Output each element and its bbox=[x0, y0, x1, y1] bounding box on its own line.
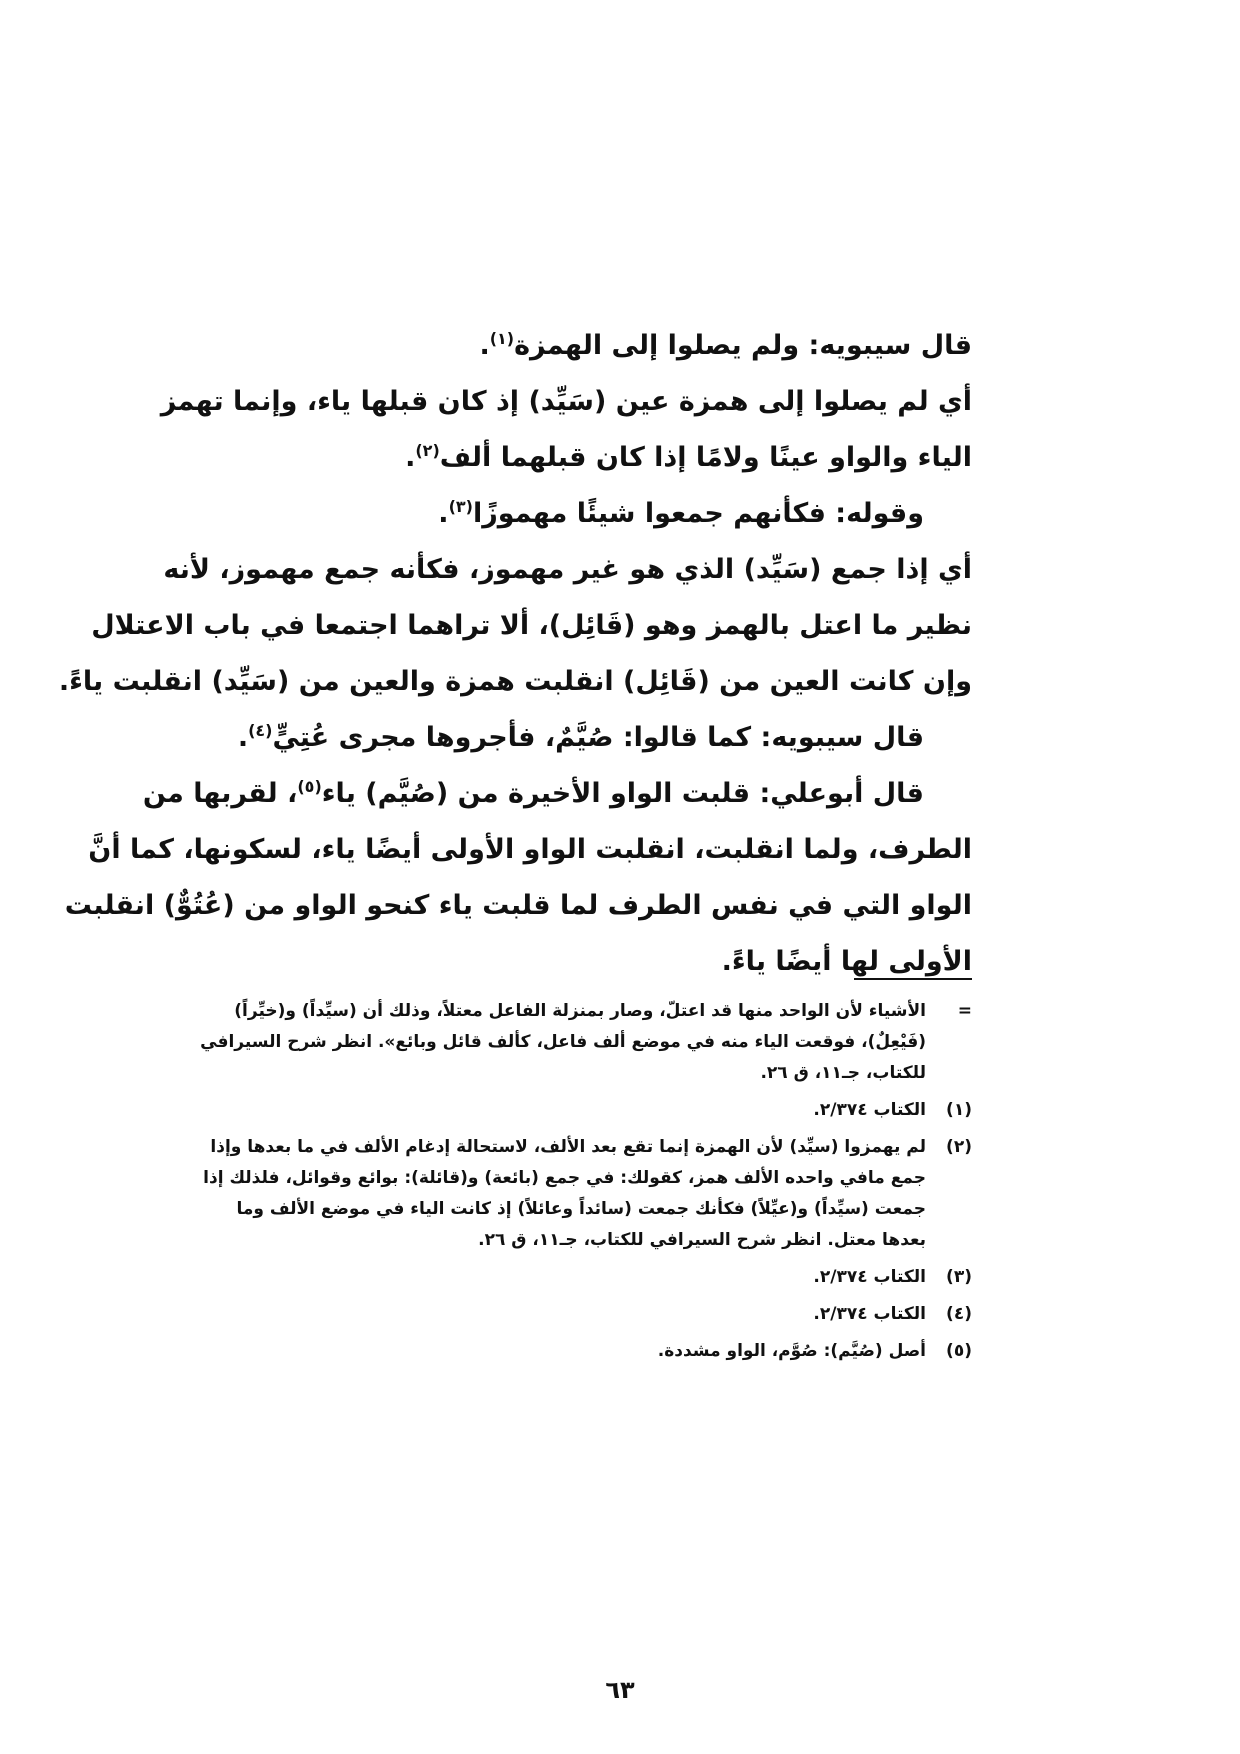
footnote-divider bbox=[854, 978, 972, 980]
quote-text: ولم يصلوا إلى الهمزة bbox=[514, 330, 800, 361]
footnote-line: لم يهمزوا (سيِّد) لأن الهمزة إنما تقع بعد الألف، لاستحالة إدغام الألف في ما بعدها وإذا bbox=[210, 1137, 926, 1157]
paragraph-line: أي إذا جمع (سَيِّد) الذي هو غير مهموز، فكأنه جمع مهموز، لأنه bbox=[163, 554, 972, 585]
footnotes-section bbox=[200, 996, 972, 1373]
footnote-mark: (٢) bbox=[946, 1137, 972, 1157]
footnote-ref: (٣) bbox=[448, 497, 473, 516]
footnote-line: الكتاب ٢/٣٧٤. bbox=[813, 1100, 926, 1120]
footnote-ref: (٥) bbox=[297, 777, 322, 796]
paragraph-sibawayh-1: قال سيبويه: ولم يصلوا إلى الهمزة$^{(١)}$. bbox=[479, 329, 972, 361]
paragraph-line: الطرف، ولما انقلبت، انقلبت الواو الأولى أيضًا ياء، لسكونها، كما أنَّ bbox=[88, 834, 972, 865]
footnote-mark: = bbox=[957, 1001, 972, 1021]
footnote-line: بعدها معتل. انظر شرح السيرافي للكتاب، جـ١١، ق ٢٦. bbox=[478, 1230, 926, 1250]
footnote-item bbox=[258, 1299, 972, 1330]
footnote-ref: (٢) bbox=[415, 441, 440, 460]
footnote-line: أصل (صُيَّم): صُوَّم، الواو مشددة. bbox=[657, 1341, 926, 1361]
footnote-line: الأشياء لأن الواحد منها قد اعتلّ، وصار بمنزلة الفاعل معتلاً، وذلك أن (سيِّداً) و(خيِّراً) bbox=[234, 1001, 926, 1021]
paragraph-sibawayh-2: قال سيبويه: كما قالوا: صُيَّمٌ، فأجروها مجرى عُتِيٍّ$^{(٤)}$. bbox=[237, 721, 924, 753]
footnote-mark: (١) bbox=[946, 1100, 972, 1120]
footnote-line: جمع مافي واحده الألف همز، كقولك: في جمع (بائعة) و(قائلة): بوائع وقوائل، فلذلك إذا bbox=[203, 1168, 926, 1188]
paragraph-line: وإن كانت العين من (قَائِل) انقلبت همزة والعين من (سَيِّد) انقلبت ياءً. bbox=[58, 666, 972, 697]
paragraph-line: الياء والواو عينًا ولامًا إذا كان قبلهما ألف$^{(٢)}$. bbox=[405, 441, 972, 473]
speaker-label: قال سيبويه: bbox=[808, 330, 972, 361]
footnote-mark: (٤) bbox=[946, 1304, 972, 1324]
paragraph-qawluhu: وقوله: فكأنهم جمعوا شيئًا مهموزًا$^{(٣)}$. bbox=[438, 497, 924, 529]
footnote-line: (فَيْعِلٌ)، فوقعت الياء منه في موضع ألف فاعل، كألف قائل وبائع». انظر شرح السيرافي bbox=[200, 1032, 926, 1052]
paragraph-line: الواو التي في نفس الطرف لما قلبت ياء كنحو الواو من (عُتُوٌّ) انقلبت bbox=[64, 890, 972, 921]
footnote-item bbox=[258, 1336, 972, 1367]
paragraph-line: أي لم يصلوا إلى همزة عين (سَيِّد) إذ كان قبلها ياء، وإنما تهمز bbox=[160, 386, 972, 417]
speaker-label: قال سيبويه: bbox=[760, 722, 924, 753]
footnote-line: جمعت (سيِّداً) و(عيِّلاً) فكأنك جمعت (سائداً وعائلاً) إذ كانت الياء في موضع الألف وما bbox=[236, 1199, 926, 1219]
paragraph-line: الأولى لها أيضًا ياءً. bbox=[721, 946, 972, 977]
main-text bbox=[58, 318, 972, 990]
footnote-line: للكتاب، جـ١١، ق ٢٦. bbox=[760, 1063, 926, 1083]
footnote-line: الكتاب ٢/٣٧٤. bbox=[813, 1267, 926, 1287]
page-number: ٦٣ bbox=[605, 1676, 635, 1704]
paragraph-line: نظير ما اعتل بالهمز وهو (قَائِل)، ألا تراهما اجتمعا في باب الاعتلال bbox=[91, 610, 972, 641]
footnote-item bbox=[258, 1262, 972, 1293]
footnote-mark: (٣) bbox=[946, 1267, 972, 1287]
footnote-line: الكتاب ٢/٣٧٤. bbox=[813, 1304, 926, 1324]
footnote-item bbox=[200, 996, 972, 1089]
footnote-ref: (٤) bbox=[248, 721, 273, 740]
paragraph-line: قال أبوعلي: قلبت الواو الأخيرة من (صُيَّم) ياء$^{(٥)}$، لقربها من bbox=[142, 777, 924, 809]
footnote-item bbox=[258, 1095, 972, 1126]
footnote-ref: (١) bbox=[489, 329, 515, 348]
footnote-item bbox=[203, 1132, 972, 1256]
footnote-mark: (٥) bbox=[946, 1341, 972, 1361]
